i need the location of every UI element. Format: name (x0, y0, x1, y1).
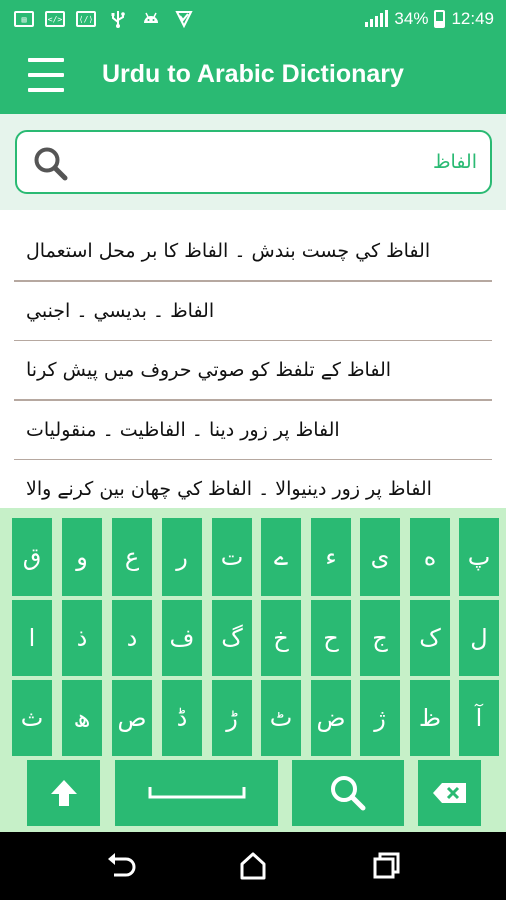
search-input[interactable] (81, 142, 477, 182)
search-icon (329, 774, 367, 812)
recents-icon[interactable] (370, 850, 402, 882)
key[interactable]: د (112, 600, 152, 676)
results-list (0, 222, 506, 510)
key[interactable]: پ (459, 518, 499, 596)
key[interactable]: ض (311, 680, 351, 756)
key[interactable]: ف (162, 600, 202, 676)
key[interactable]: ھ (62, 680, 102, 756)
key[interactable]: ر (162, 518, 202, 596)
key[interactable]: ع (112, 518, 152, 596)
search-box[interactable] (15, 130, 492, 194)
key[interactable]: ج (360, 600, 400, 676)
key[interactable]: ل (459, 600, 499, 676)
shift-arrow-icon (49, 777, 79, 809)
search-key[interactable] (292, 760, 404, 826)
list-item-text: الفاظ کي چست بندش ۔ الفاظ کا بر محل استعمال (26, 240, 431, 262)
key[interactable]: ٹ (261, 680, 301, 756)
key[interactable]: ظ (410, 680, 450, 756)
code-icon: ⟨/⟩ (76, 11, 96, 27)
list-item[interactable] (0, 222, 506, 280)
key[interactable]: ى (360, 518, 400, 596)
key[interactable]: ث (12, 680, 52, 756)
urdu-keyboard (0, 508, 506, 832)
list-item[interactable] (0, 282, 506, 340)
key[interactable]: گ (212, 600, 252, 676)
usb-icon (107, 10, 129, 28)
battery-percent: 34% (394, 9, 429, 28)
list-item-text: الفاظ پر زور دينيوالا ۔ الفاظ کي چھان بين کرنے والا (26, 478, 432, 500)
code-icon: </> (45, 11, 65, 27)
search-area (0, 114, 506, 210)
battery-icon (434, 10, 445, 28)
checkmark-icon (173, 10, 195, 28)
key[interactable]: ق (12, 518, 52, 596)
list-item-text: الفاظ پر زور دينا ۔ الفاظيت ۔ منقوليات (26, 418, 340, 441)
key[interactable]: ک (410, 600, 450, 676)
key[interactable]: ء (311, 518, 351, 596)
clock: 12:49 (451, 9, 494, 28)
search-icon[interactable] (33, 146, 69, 182)
backspace-icon (432, 781, 468, 805)
list-item[interactable] (0, 401, 506, 459)
space-bar-icon (147, 783, 247, 803)
key[interactable]: ے (261, 518, 301, 596)
list-item[interactable] (0, 460, 506, 510)
key[interactable]: ڈ (162, 680, 202, 756)
key[interactable]: ح (311, 600, 351, 676)
keyboard-icon: ▤ (14, 11, 34, 27)
list-item-text: الفاظ کے تلفظ کو صوتي حروف ميں پيش کرنا (26, 359, 392, 381)
key[interactable]: ذ (62, 600, 102, 676)
space-key[interactable] (115, 760, 278, 826)
key[interactable]: ڑ (212, 680, 252, 756)
navigation-bar (0, 832, 506, 900)
android-icon (140, 10, 162, 28)
app-title: Urdu to Arabic Dictionary (102, 60, 404, 88)
list-item[interactable] (0, 341, 506, 399)
key[interactable]: ا (12, 600, 52, 676)
status-bar (0, 0, 506, 38)
hamburger-menu-icon[interactable] (28, 58, 64, 92)
key[interactable]: ژ (360, 680, 400, 756)
home-icon[interactable] (237, 850, 269, 882)
app-bar (0, 38, 506, 114)
list-item-text: الفاظ ۔ بديسي ۔ اجنبي (26, 299, 215, 322)
backspace-key[interactable] (418, 760, 481, 826)
status-right (365, 0, 494, 38)
key[interactable]: ه (410, 518, 450, 596)
shift-key[interactable] (27, 760, 100, 826)
notification-icons (0, 10, 195, 28)
key[interactable]: ص (112, 680, 152, 756)
key[interactable]: آ (459, 680, 499, 756)
back-icon[interactable] (104, 850, 136, 882)
signal-icon (365, 11, 388, 27)
key[interactable]: ت (212, 518, 252, 596)
key[interactable]: خ (261, 600, 301, 676)
key[interactable]: و (62, 518, 102, 596)
